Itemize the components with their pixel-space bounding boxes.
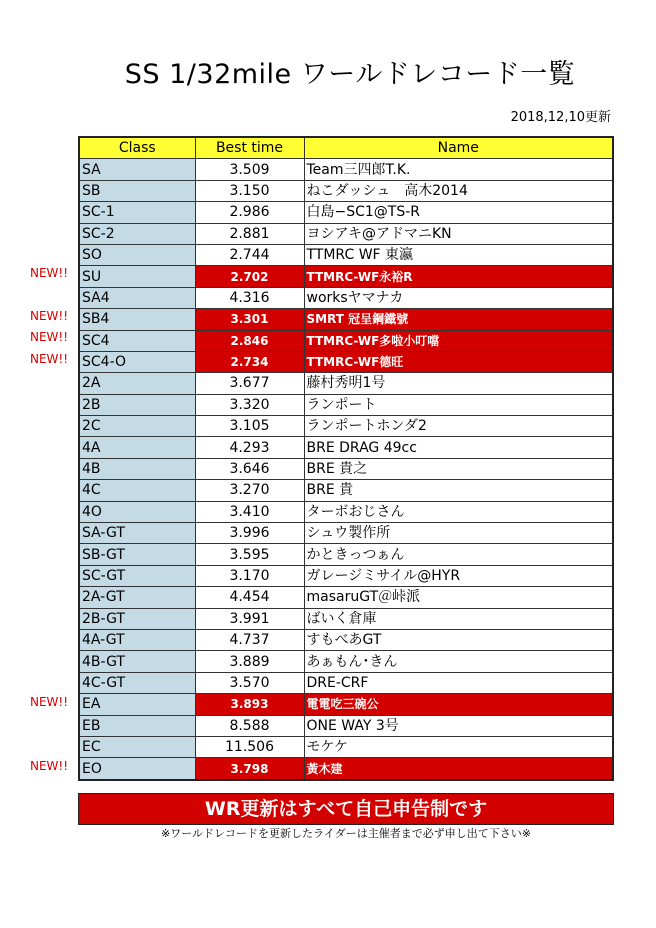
class-cell: 4C [79, 480, 195, 501]
name-cell: 藤村秀明1号 [304, 373, 613, 394]
class-cell: SB [79, 180, 195, 201]
table-row [79, 351, 613, 372]
best-time-cell: 3.646 [195, 458, 304, 479]
best-time-cell: 3.105 [195, 416, 304, 437]
class-cell: SC-GT [79, 565, 195, 586]
name-cell: masaruGT＠峠派 [304, 587, 613, 608]
table-row [79, 608, 613, 629]
best-time-cell: 2.744 [195, 244, 304, 265]
table-row [79, 394, 613, 415]
best-time-cell: 2.702 [195, 266, 304, 287]
table-row [79, 223, 613, 244]
class-cell: SA4 [79, 287, 195, 308]
best-time-cell: 4.293 [195, 437, 304, 458]
best-time-cell: 3.595 [195, 544, 304, 565]
name-cell: すもべあGT [304, 629, 613, 650]
name-cell: ONE WAY 3号 [304, 715, 613, 736]
class-cell: 4O [79, 501, 195, 522]
best-time-cell: 3.150 [195, 180, 304, 201]
class-cell: SA [79, 159, 195, 180]
table-row [79, 629, 613, 650]
best-time-cell: 2.986 [195, 202, 304, 223]
table-row [79, 416, 613, 437]
name-cell: BRE 貴 [304, 480, 613, 501]
table-row [79, 694, 613, 715]
class-cell: EC [79, 736, 195, 757]
class-cell: 4B [79, 458, 195, 479]
name-cell: ターボおじさん [304, 501, 613, 522]
table-row [79, 565, 613, 586]
name-cell: Team三四郎T.K. [304, 159, 613, 180]
class-cell: SC-2 [79, 223, 195, 244]
table-row [79, 715, 613, 736]
self-report-banner: WR更新はすべて自己申告制です [78, 793, 614, 825]
name-cell: TTMRC WF 東瀛 [304, 244, 613, 265]
name-cell: TTMRC-WF永裕R [304, 266, 613, 287]
name-cell: TTMRC-WF德旺 [304, 351, 613, 372]
header-class: Class [79, 137, 195, 159]
best-time-cell: 3.570 [195, 672, 304, 693]
table-row [79, 437, 613, 458]
best-time-cell: 11.506 [195, 736, 304, 757]
updated-date: 2018,12,10更新 [510, 110, 611, 125]
new-record-label: NEW!! [30, 266, 69, 281]
name-cell: worksヤマナカ [304, 287, 613, 308]
new-record-label: NEW!! [30, 694, 69, 709]
new-record-label: NEW!! [30, 330, 69, 345]
name-cell: ガレージミサイル@HYR [304, 565, 613, 586]
table-row [79, 651, 613, 672]
name-cell: DRE-CRF [304, 672, 613, 693]
class-cell: EO [79, 758, 195, 780]
table-row [79, 180, 613, 201]
name-cell: 電電吃三碗公 [304, 694, 613, 715]
table-row [79, 330, 613, 351]
class-cell: 4B-GT [79, 651, 195, 672]
header-best-time: Best time [195, 137, 304, 159]
class-cell: 2A-GT [79, 587, 195, 608]
table-row [79, 501, 613, 522]
best-time-cell: 3.996 [195, 523, 304, 544]
class-cell: SC4 [79, 330, 195, 351]
name-cell: かときっつぁん [304, 544, 613, 565]
table-row [79, 287, 613, 308]
best-time-cell: 4.316 [195, 287, 304, 308]
best-time-cell: 2.734 [195, 351, 304, 372]
table-row [79, 544, 613, 565]
record-table [78, 136, 614, 781]
name-cell: 白島−SC1@TS-R [304, 202, 613, 223]
table-row [79, 244, 613, 265]
class-cell: SO [79, 244, 195, 265]
table-header [79, 137, 613, 159]
table-row [79, 159, 613, 180]
best-time-cell: 3.270 [195, 480, 304, 501]
name-cell: TTMRC-WF多啦小叮噹 [304, 330, 613, 351]
new-record-label: NEW!! [30, 308, 69, 323]
table-row [79, 736, 613, 757]
name-cell: BRE DRAG 49cc [304, 437, 613, 458]
name-cell: シュウ製作所 [304, 523, 613, 544]
best-time-cell: 4.737 [195, 629, 304, 650]
best-time-cell: 2.881 [195, 223, 304, 244]
name-cell: あぁもん･きん [304, 651, 613, 672]
name-cell: 黃木建 [304, 758, 613, 780]
table-row [79, 523, 613, 544]
class-cell: 4A-GT [79, 629, 195, 650]
class-cell: 2B [79, 394, 195, 415]
name-cell: ねこダッシュ 高木2014 [304, 180, 613, 201]
class-cell: SB-GT [79, 544, 195, 565]
footnote: ※ワールドレコードを更新したライダーは主催者まで必ず申し出て下さい※ [161, 827, 531, 840]
class-cell: SC-1 [79, 202, 195, 223]
class-cell: EA [79, 694, 195, 715]
best-time-cell: 3.889 [195, 651, 304, 672]
class-cell: SU [79, 266, 195, 287]
class-cell: SB4 [79, 309, 195, 330]
best-time-cell: 3.798 [195, 758, 304, 780]
best-time-cell: 3.893 [195, 694, 304, 715]
class-cell: 2A [79, 373, 195, 394]
name-cell: ランポート [304, 394, 613, 415]
page-title: SS 1/32mile ワールドレコード一覧 [124, 59, 576, 90]
best-time-cell: 3.991 [195, 608, 304, 629]
name-cell: ヨシアキ@アドマニKN [304, 223, 613, 244]
name-cell: ランポートホンダ2 [304, 416, 613, 437]
table-row [79, 266, 613, 287]
table-row [79, 458, 613, 479]
name-cell: ばいく倉庫 [304, 608, 613, 629]
table-row [79, 373, 613, 394]
best-time-cell: 3.410 [195, 501, 304, 522]
best-time-cell: 3.509 [195, 159, 304, 180]
best-time-cell: 8.588 [195, 715, 304, 736]
table-row [79, 758, 613, 780]
class-cell: SC4-O [79, 351, 195, 372]
class-cell: SA-GT [79, 523, 195, 544]
best-time-cell: 2.846 [195, 330, 304, 351]
name-cell: BRE 貴之 [304, 458, 613, 479]
header-name: Name [304, 137, 613, 159]
class-cell: 2B-GT [79, 608, 195, 629]
table-row [79, 309, 613, 330]
best-time-cell: 3.301 [195, 309, 304, 330]
class-cell: 4C-GT [79, 672, 195, 693]
table-row [79, 672, 613, 693]
class-cell: EB [79, 715, 195, 736]
best-time-cell: 3.320 [195, 394, 304, 415]
class-cell: 4A [79, 437, 195, 458]
best-time-cell: 4.454 [195, 587, 304, 608]
table-row [79, 202, 613, 223]
class-cell: 2C [79, 416, 195, 437]
table-row [79, 480, 613, 501]
best-time-cell: 3.170 [195, 565, 304, 586]
new-record-label: NEW!! [30, 758, 69, 773]
best-time-cell: 3.677 [195, 373, 304, 394]
table-row [79, 587, 613, 608]
name-cell: モケケ [304, 736, 613, 757]
new-record-label: NEW!! [30, 351, 69, 366]
name-cell: SMRT 冠呈鋼鐵號 [304, 309, 613, 330]
